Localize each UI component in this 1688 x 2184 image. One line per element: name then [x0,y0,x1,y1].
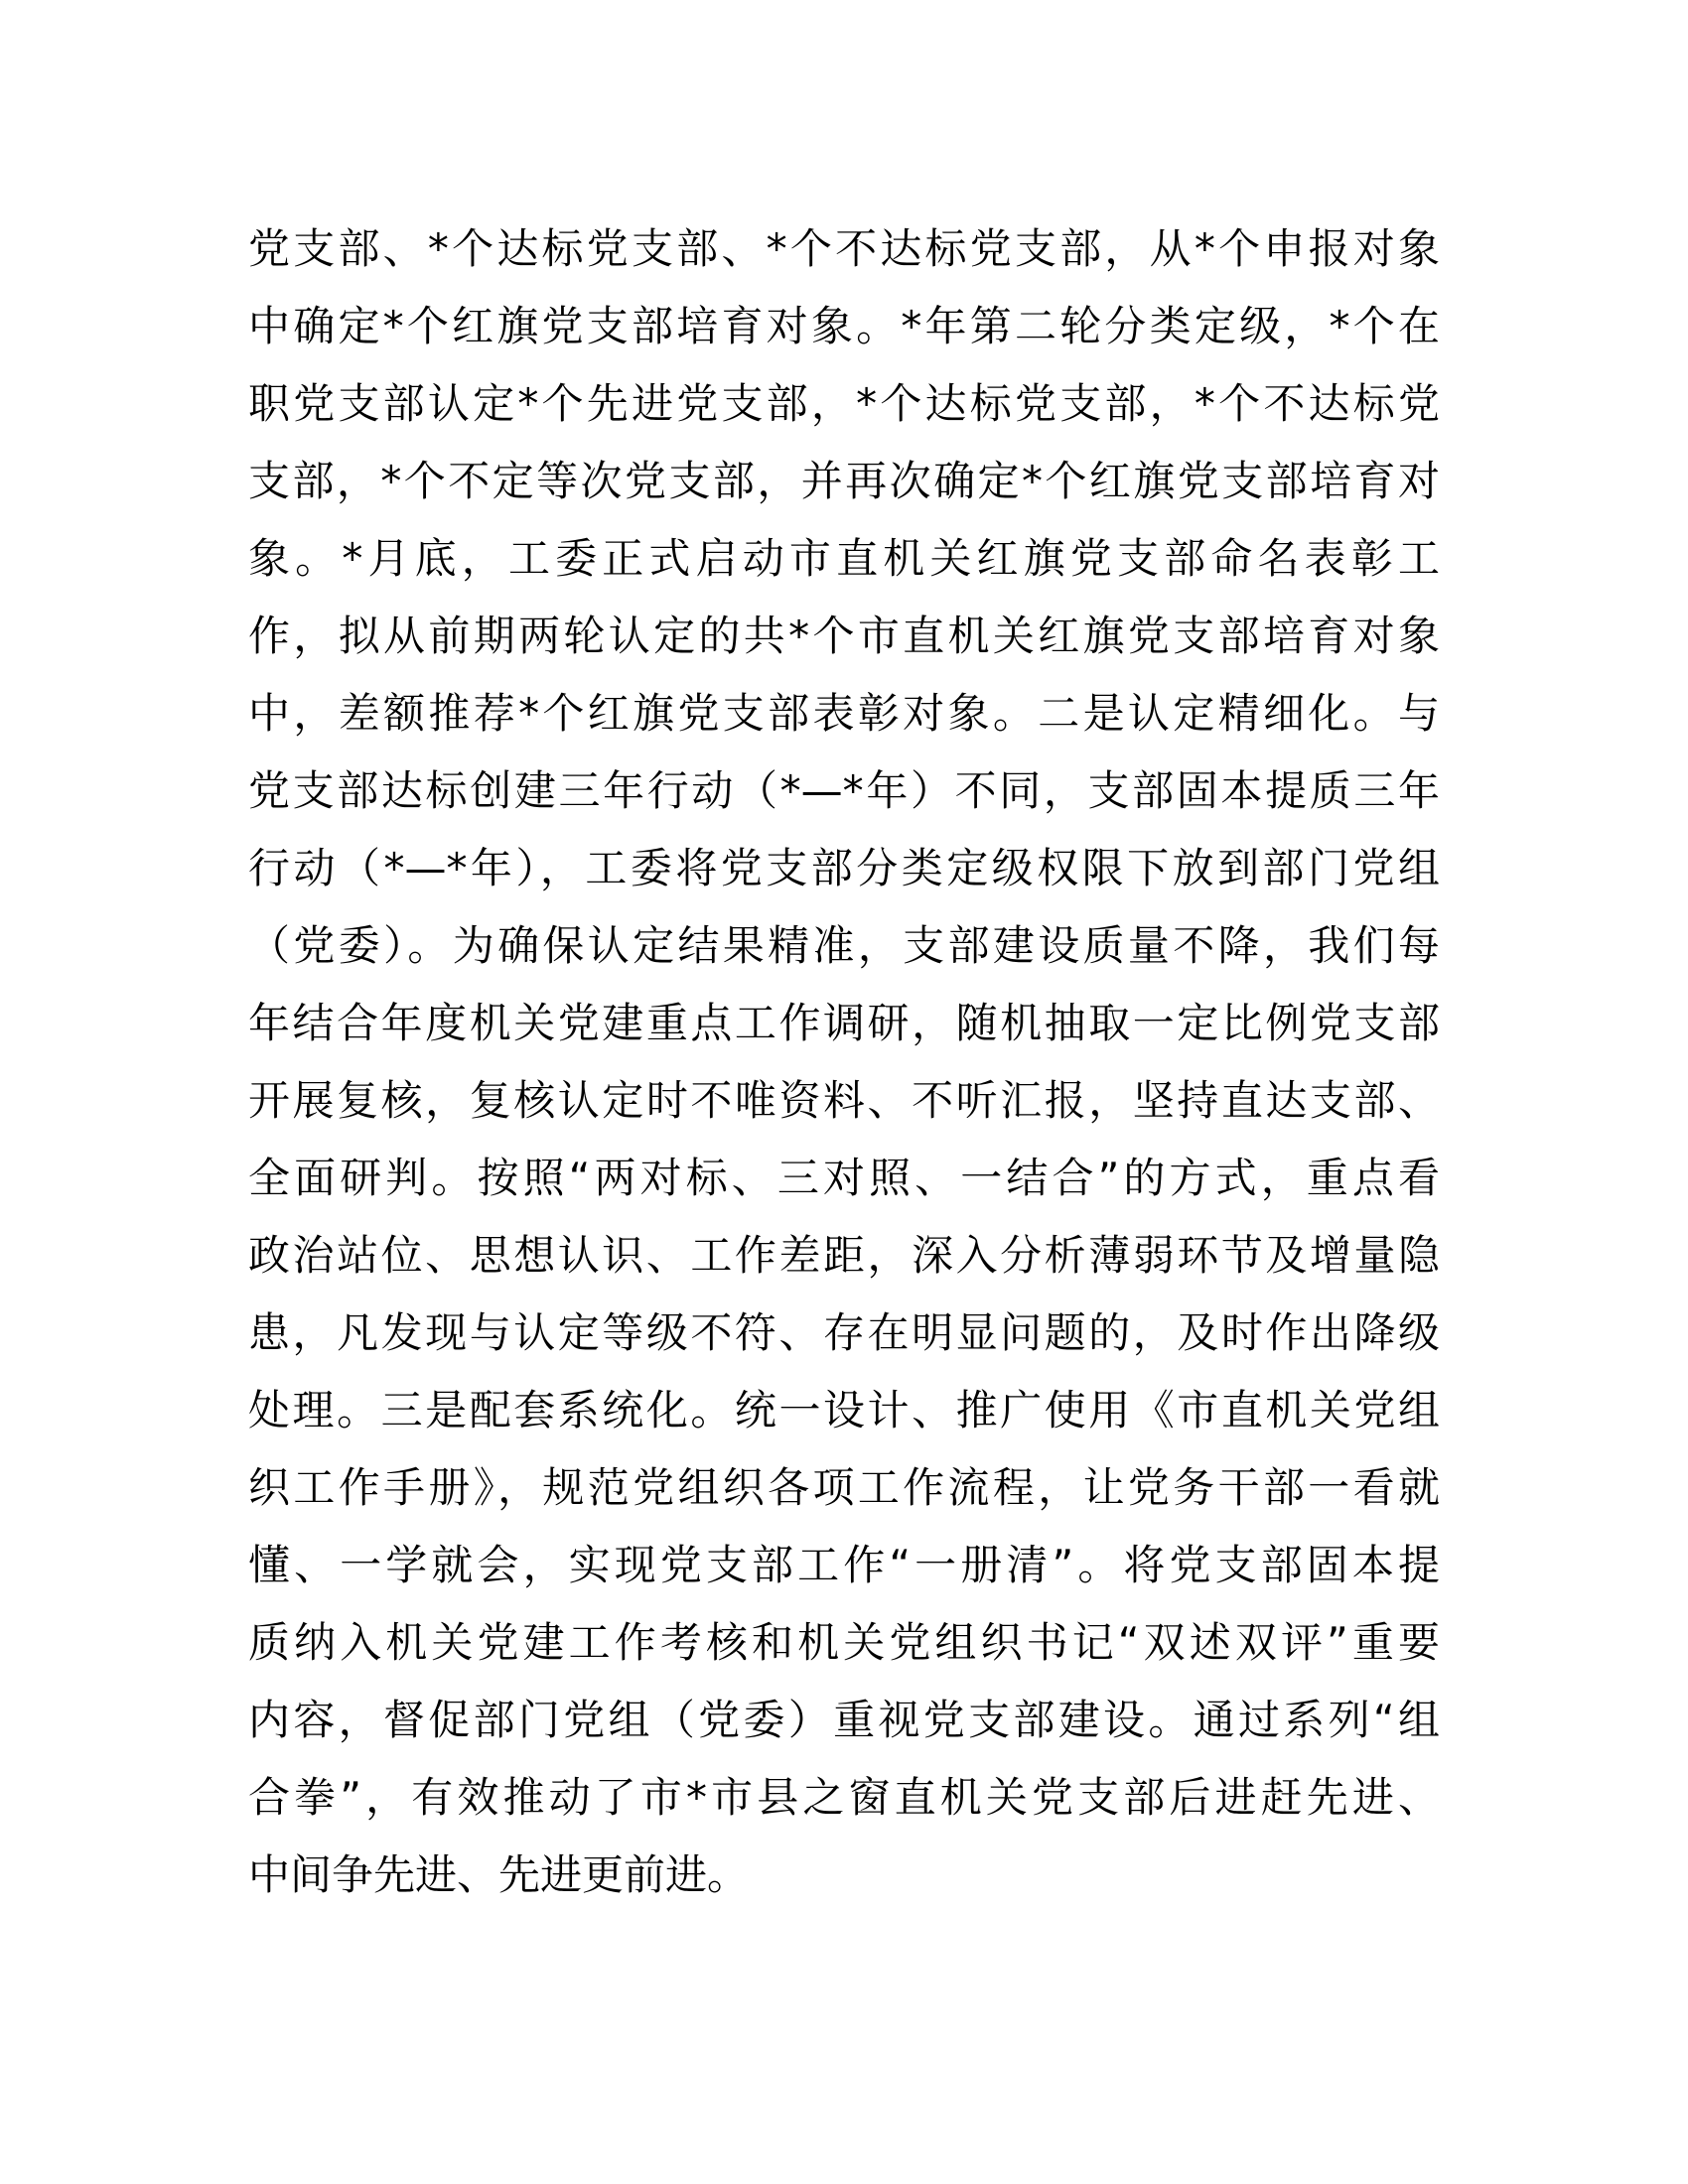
text-line-22: 中间争先进、先进更前进。 [248,1850,750,1899]
text-line-3: 职党支部认定*个先进党支部，*个达标党支部，*个不达标党 [248,379,1440,428]
text-line-20: 内容，督促部门党组（党委）重视党支部建设。通过系列“组 [248,1696,1440,1744]
text-line-8: 党支部达标创建三年行动（*—*年）不同，支部固本提质三年 [248,766,1440,815]
text-line-9: 行动（*—*年），工委将党支部分类定级权限下放到部门党组 [248,844,1440,892]
text-line-14: 政治站位、思想认识、工作差距，深入分析薄弱环节及增量隐 [248,1231,1440,1280]
text-line-6: 作，拟从前期两轮认定的共*个市直机关红旗党支部培育对象 [248,612,1440,660]
text-line-15: 患，凡发现与认定等级不符、存在明显问题的，及时作出降级 [248,1308,1440,1357]
text-line-4: 支部，*个不定等次党支部，并再次确定*个红旗党支部培育对 [248,457,1440,505]
text-line-11: 年结合年度机关党建重点工作调研，随机抽取一定比例党支部 [248,999,1440,1047]
text-line-10: （党委）。为确保认定结果精准，支部建设质量不降，我们每 [248,921,1440,970]
text-line-1: 党支部、*个达标党支部、*个不达标党支部，从*个申报对象 [248,224,1440,273]
text-line-2: 中确定*个红旗党支部培育对象。*年第二轮分类定级，*个在 [248,302,1440,350]
text-line-12: 开展复核，复核认定时不唯资料、不听汇报，坚持直达支部、 [248,1076,1440,1125]
text-line-13: 全面研判。按照“两对标、三对照、一结合”的方式，重点看 [248,1154,1440,1202]
text-line-21: 合拳”，有效推动了市*市县之窗直机关党支部后进赶先进、 [248,1773,1440,1822]
text-line-18: 懂、一学就会，实现党支部工作“一册清”。将党支部固本提 [248,1541,1440,1589]
text-line-5: 象。*月底，工委正式启动市直机关红旗党支部命名表彰工 [248,534,1440,583]
text-line-19: 质纳入机关党建工作考核和机关党组织书记“双述双评”重要 [248,1618,1440,1667]
body-paragraph [248,210,1440,1914]
text-line-7: 中，差额推荐*个红旗党支部表彰对象。二是认定精细化。与 [248,689,1440,738]
text-line-16: 处理。三是配套系统化。统一设计、推广使用《市直机关党组 [248,1386,1440,1434]
text-line-17: 织工作手册》，规范党组织各项工作流程，让党务干部一看就 [248,1463,1440,1512]
